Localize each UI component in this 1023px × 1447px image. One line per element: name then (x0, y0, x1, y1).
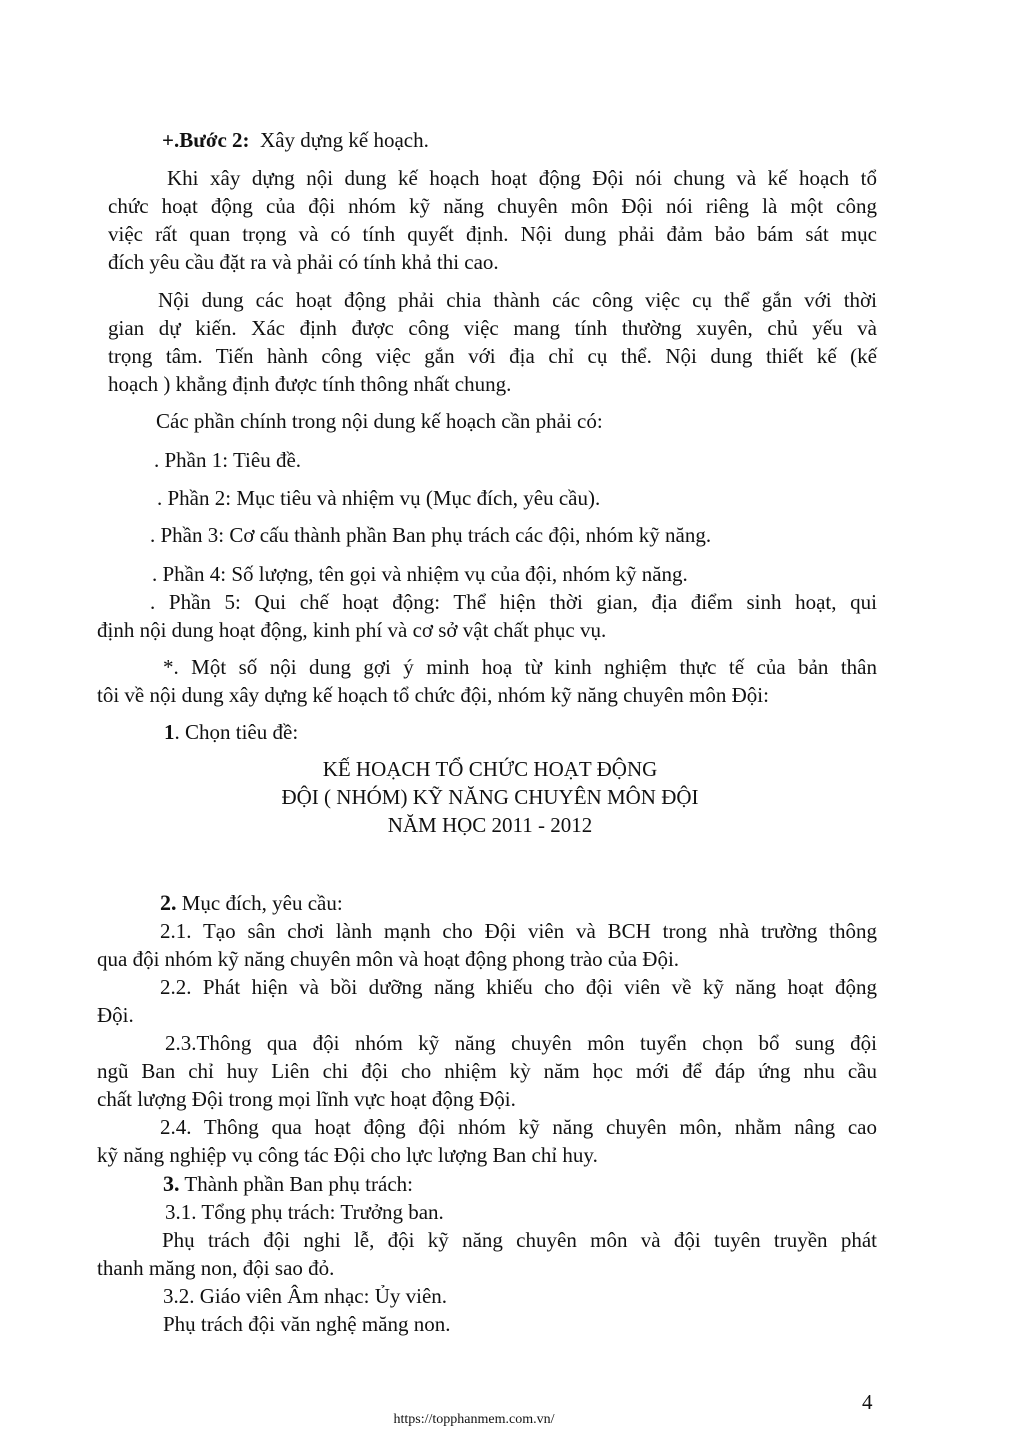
section-1-heading (164, 719, 298, 745)
part-5-line2: định nội dung hoạt động, kinh phí và cơ sở vật chất phục vụ. (97, 618, 607, 642)
item-2-4-line1: 2.4. Thông qua hoạt động đội nhóm kỹ năng chuyên môn, nhằm nâng cao (160, 1115, 877, 1139)
suggest-line2: tôi về nội dung xây dựng kế hoạch tổ chức đội, nhóm kỹ năng chuyên môn Đội: (97, 683, 769, 707)
item-3-1: 3.1. Tổng phụ trách: Trưởng ban. (165, 1200, 444, 1224)
para2-line4: hoạch ) khẳng định được tính thông nhất chung. (108, 372, 512, 396)
item-2-3-line1: 2.3.Thông qua đội nhóm kỹ năng chuyên môn tuyển chọn bổ sung đội (165, 1031, 877, 1055)
item-2-4-line2: kỹ năng nghiệp vụ công tác Đội cho lực lượng Ban chỉ huy. (97, 1143, 598, 1167)
section-2-number: 2. (160, 890, 177, 915)
item-3-2-desc: Phụ trách đội văn nghệ măng non. (163, 1312, 451, 1336)
plan-title-line1: KẾ HOẠCH TỔ CHỨC HOẠT ĐỘNG (322, 757, 658, 781)
part-2: . Phần 2: Mục tiêu và nhiệm vụ (Mục đích, yêu cầu). (157, 486, 601, 510)
page-number: 4 (862, 1390, 873, 1414)
item-3-2: 3.2. Giáo viên Âm nhạc: Ủy viên. (163, 1284, 448, 1308)
section-3-heading (163, 1171, 413, 1197)
section-3-text: Thành phần Ban phụ trách: (179, 1172, 413, 1196)
para1-line1: Khi xây dựng nội dung kế hoạch hoạt động Đội nói chung và kế hoạch tổ (167, 166, 877, 190)
step-heading (162, 127, 429, 153)
section-1-number: 1 (164, 720, 175, 744)
item-3-1-desc-line2: thanh măng non, đội sao đỏ. (97, 1256, 335, 1280)
item-2-2-line1: 2.2. Phát hiện và bồi dưỡng năng khiếu cho đội viên về kỹ năng hoạt động (160, 975, 877, 999)
item-2-2-line2: Đội. (97, 1003, 134, 1027)
part-3: . Phần 3: Cơ cấu thành phần Ban phụ trách các đội, nhóm kỹ năng. (150, 523, 712, 547)
para1-line4: đích yêu cầu đặt ra và phải có tính khả thi cao. (108, 250, 499, 274)
section-2-text: Mục đích, yêu cầu: (176, 891, 343, 915)
item-2-3-line2: ngũ Ban chỉ huy Liên chi đội cho nhiệm kỳ năm học mới để đáp ứng nhu cầu (97, 1059, 877, 1083)
para2-line1: Nội dung các hoạt động phải chia thành các công việc cụ thể gắn với thời (158, 288, 877, 312)
item-3-1-desc-line1: Phụ trách đội nghi lễ, đội kỹ năng chuyên môn và đội tuyên truyền phát (162, 1228, 877, 1252)
para1-line2: chức hoạt động của đội nhóm kỹ năng chuyên môn Đội nói riêng là một công (108, 194, 877, 218)
plan-title-line2: ĐỘI ( NHÓM) KỸ NĂNG CHUYÊN MÔN ĐỘI (281, 785, 699, 809)
part-1: . Phần 1: Tiêu đề. (154, 448, 302, 472)
section-1-text: . Chọn tiêu đề: (174, 720, 299, 744)
parts-intro: Các phần chính trong nội dung kế hoạch cần phải có: (156, 409, 603, 433)
part-4: . Phần 4: Số lượng, tên gọi và nhiệm vụ của đội, nhóm kỹ năng. (152, 562, 688, 586)
section-3-number: 3. (163, 1171, 180, 1196)
suggest-line1: *. Một số nội dung gợi ý minh hoạ từ kinh nghiệm thực tế của bản thân (163, 655, 877, 679)
step-label: +.Bước 2: (162, 128, 250, 152)
section-2-heading (160, 890, 343, 916)
item-2-1-line2: qua đội nhóm kỹ năng chuyên môn và hoạt động phong trào của Đội. (97, 947, 680, 971)
part-5-line1: . Phần 5: Qui chế hoạt động: Thể hiện thời gian, địa điểm sinh hoạt, qui (150, 590, 877, 614)
para2-line3: trọng tâm. Tiến hành công việc gắn với địa chỉ cụ thể. Nội dung thiết kế (kế (108, 344, 877, 368)
plan-title-line3: NĂM HỌC 2011 - 2012 (387, 813, 593, 837)
footer-url[interactable]: https://topphanmem.com.vn/ (393, 1412, 555, 1427)
item-2-1-line1: 2.1. Tạo sân chơi lành mạnh cho Đội viên và BCH trong nhà trường thông (160, 919, 877, 943)
para2-line2: gian dự kiến. Xác định được công việc mang tính thường xuyên, chủ yếu và (108, 316, 877, 340)
step-text: Xây dựng kế hoạch. (260, 128, 429, 152)
item-2-3-line3: chất lượng Đội trong mọi lĩnh vực hoạt động Đội. (97, 1087, 516, 1111)
para1-line3: việc rất quan trọng và có tính quyết định. Nội dung phải đảm bảo bám sát mục (108, 222, 877, 246)
